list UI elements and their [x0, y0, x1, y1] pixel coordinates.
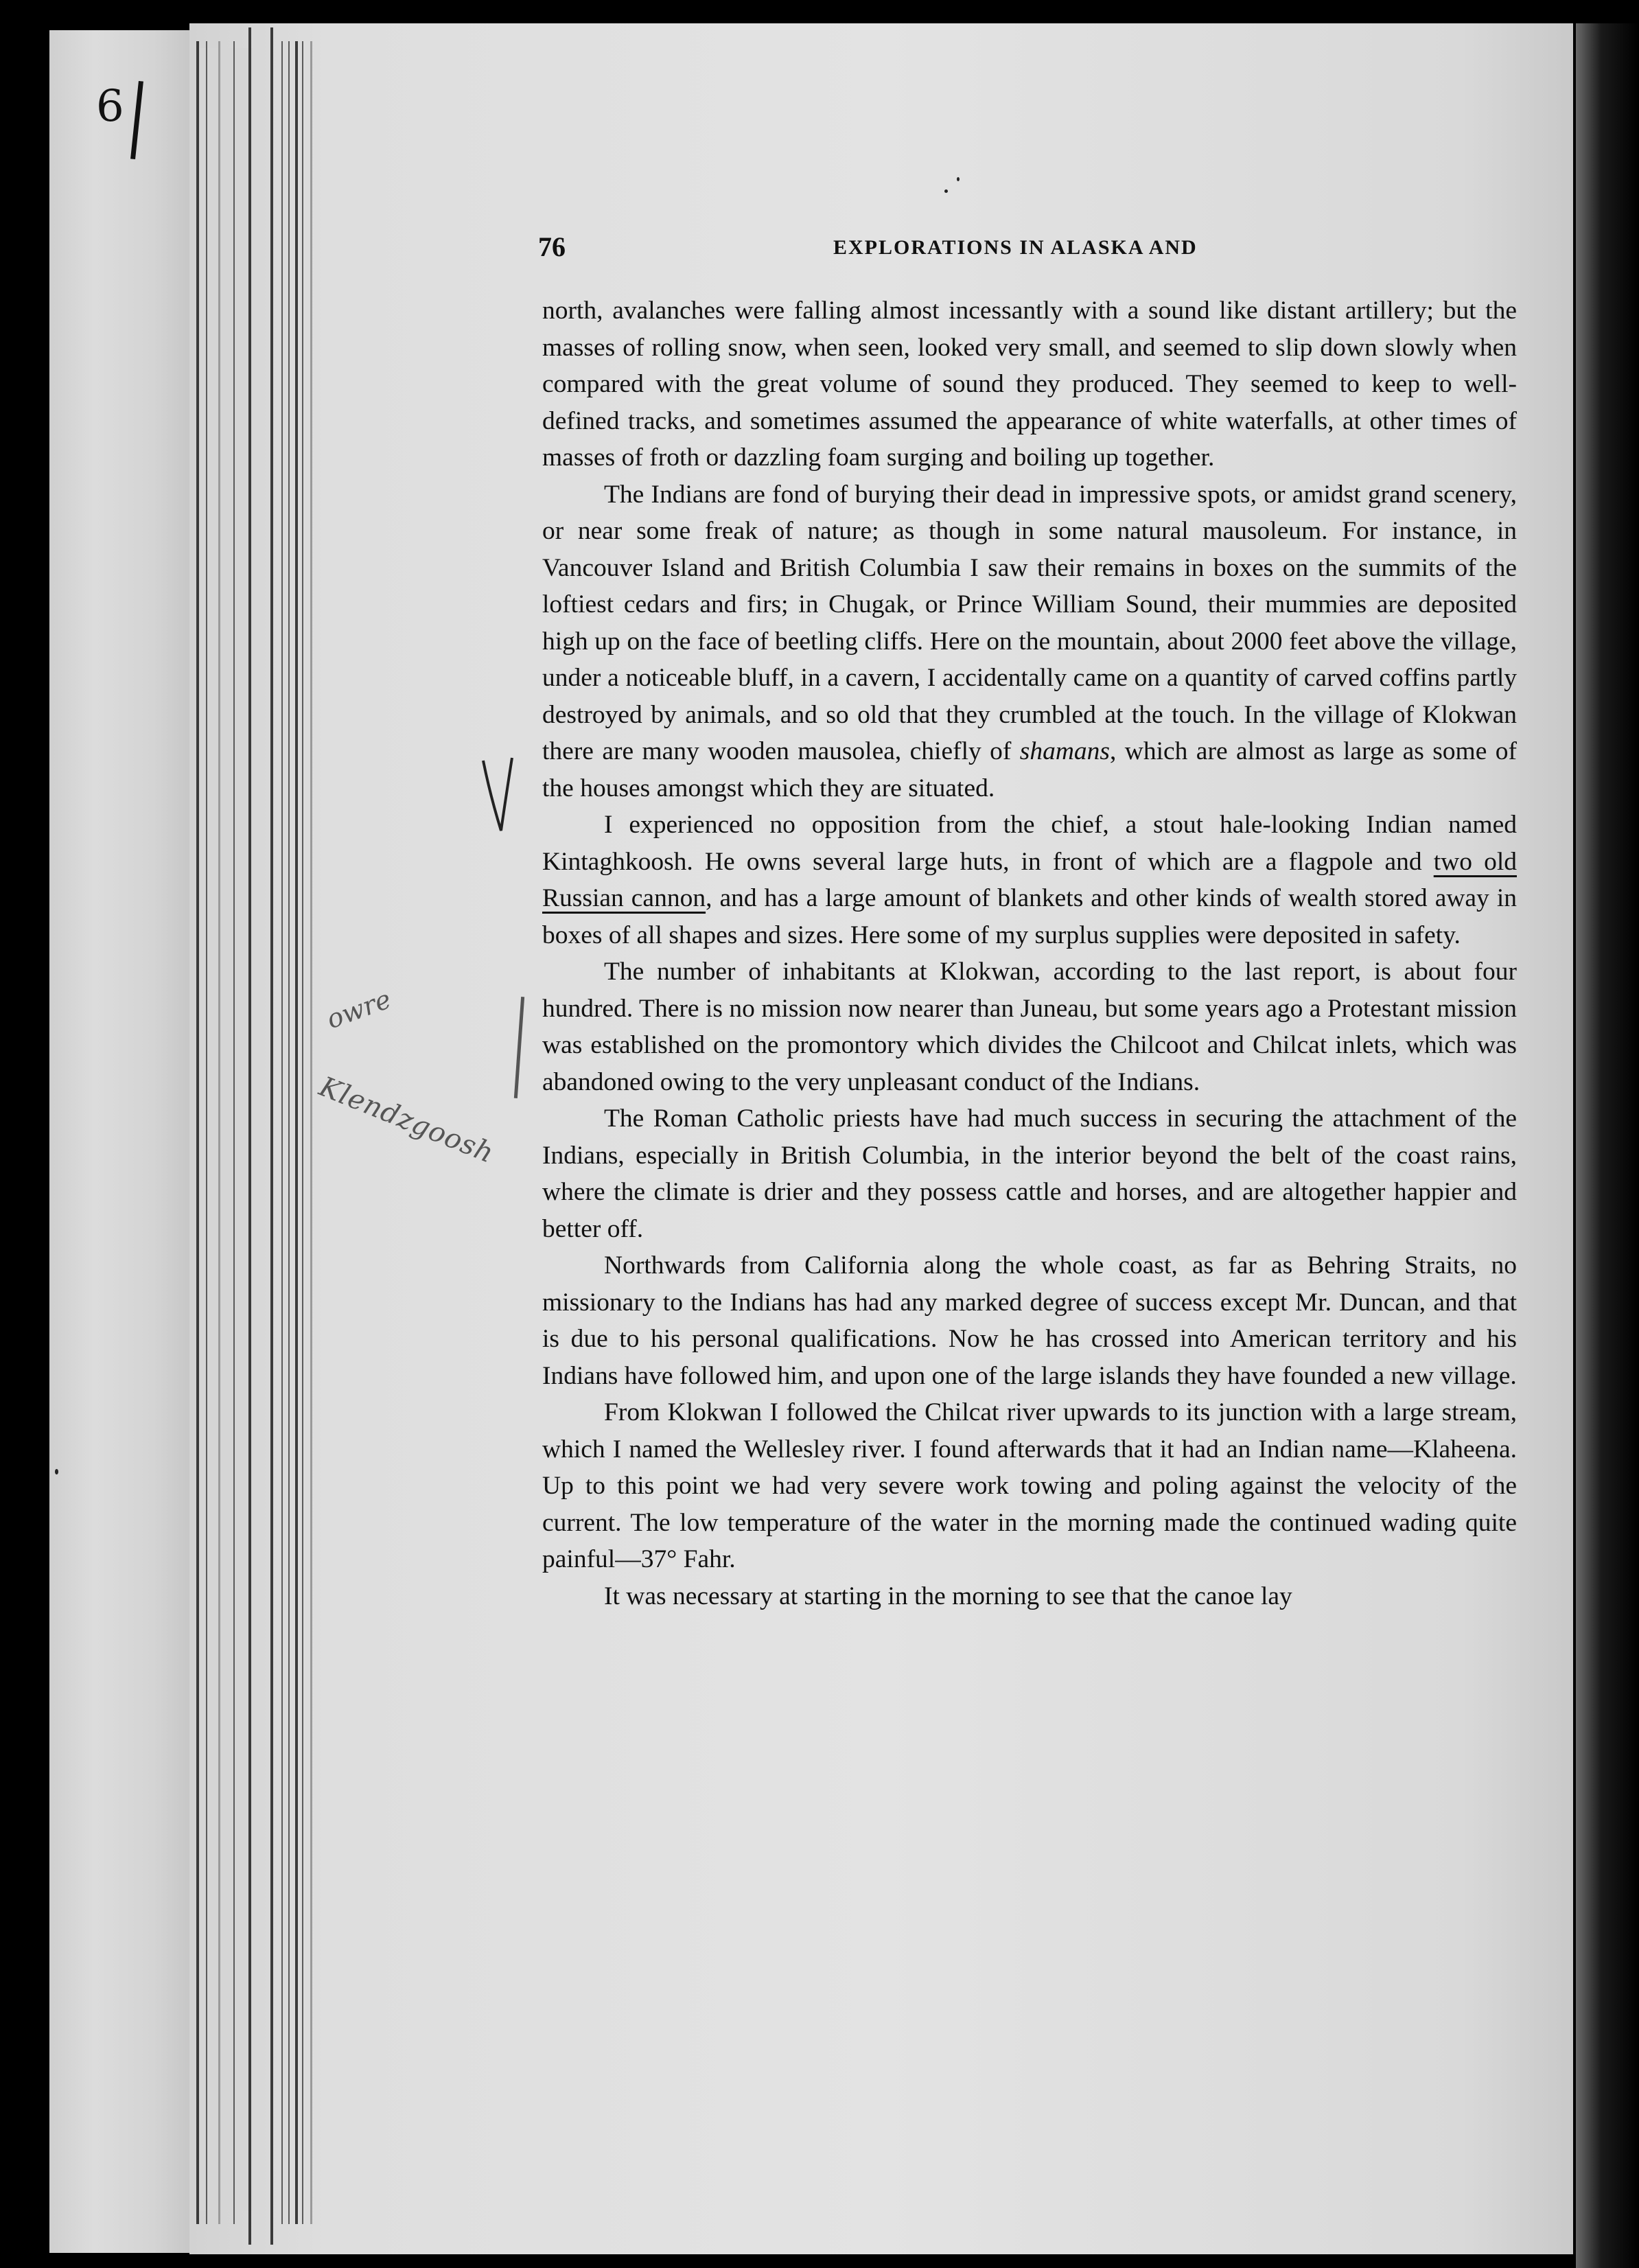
handwritten-margin-note: owre [323, 984, 395, 1035]
underlined-phrase: two old Russian cannon [542, 847, 1517, 912]
page-number: 76 [538, 231, 566, 262]
scan-speck [55, 1469, 58, 1474]
paragraph: north, avalanches were falling almost incessantly with a sound like distant artillery; but the masses of rolling snow, when seen, looked very small, and seemed to slip down slowly when compared with the great volume of sound they produced. They seemed to keep to well-defined tracks, and sometimes assumed the appearance of white waterfalls, at other times of masses of froth or dazzling foam surging and boiling up together. [542, 297, 1517, 472]
page-edge-line [248, 27, 251, 2245]
right-shadow [1576, 23, 1639, 2268]
running-header [538, 231, 1520, 269]
paragraph: The number of inhabitants at Klokwan, according to the last report, is about four hundred. There is no mission now nearer than Juneau, but some years ago a Protestant mission was established on the promontory which divides the Chilcoot and Chilcat inlets, which was abandoned owing to the very unpleasant conduct of the Indians. [542, 958, 1517, 1096]
paragraph [542, 476, 1517, 807]
italic-term: shamans [1019, 737, 1111, 765]
scan-speck [957, 177, 960, 181]
book-cover-edge [49, 30, 198, 2253]
page-edge-line [218, 41, 220, 2224]
paragraph [542, 807, 1517, 953]
paragraph-text: I experienced no opposition from the chief, a stout hale-looking Indian named Kintaghkoosh. He owns several large huts, in front of which are a flagpole and [542, 811, 1517, 876]
paragraph-text: , and has a large amount of blankets and other kinds of wealth stored away in boxes of all shapes and sizes. Here some of my surplus supplies were deposited in safety. [542, 884, 1517, 949]
paragraph: Northwards from California along the whole coast, as far as Behring Straits, no missionary to the Indians has had any marked degree of success except Mr. Duncan, and that is due to his personal qualifications. Now he has crossed into American territory and his Indians have followed him, and upon one of the large islands they have founded a new village. [542, 1251, 1517, 1390]
page-edge-line [281, 41, 283, 2224]
page-edge-line [233, 41, 235, 2224]
page-edge-line [295, 41, 298, 2224]
handwritten-margin-note: Klendzgoosh [314, 1071, 499, 1170]
paragraph: From Klokwan I followed the Chilcat river upwards to its junction with a large stream, which I named the Wellesley river. I found afterwards that it had an Indian name—Klaheena. Up to this point we had very severe work towing and poling against the velocity of the current. The low temperature of the water in the morning made the continued wading quite painful—37° Fahr. [542, 1398, 1517, 1573]
running-title: EXPLORATIONS IN ALASKA AND [833, 236, 1198, 259]
handwritten-folio-number: 6 [96, 81, 124, 132]
paragraph-text: , which are almost as large as some of the houses amongst which they are situated. [542, 737, 1517, 802]
page-edge-line [196, 41, 199, 2224]
page-edge-line [270, 27, 273, 2245]
paragraph-text: The Indians are fond of burying their dead in impressive spots, or amidst grand scenery, or near some freak of nature; as though in some natural mausoleum. For instance, in Vancouver Island and British Columbia I saw their remains in boxes on the summits of the loftiest cedars and firs; in Chugak, or Prince William Sound, their mummies are deposited high up on the face of beetling cliffs. Here on the mountain, about 2000 feet above the village, under a noticeable bluff, in a cavern, I accidentally came on a quantity of carved coffins partly destroyed by animals, and so old that they crumbled at the touch. In the village of Klokwan there are many wooden mausolea, chiefly of [542, 480, 1517, 765]
page-edge-line [288, 41, 290, 2224]
page-edge-line [310, 41, 312, 2224]
scan-speck [944, 189, 948, 193]
paragraph: The Roman Catholic priests have had much success in securing the attachment of the Indians, especially in British Columbia, in the interior beyond the belt of the coast rains, where the climate is drier and they possess cattle and horses, and are altogether happier and better off. [542, 1104, 1517, 1243]
page-edge-line [302, 41, 303, 2224]
body-text [542, 292, 1517, 1615]
paragraph: It was necessary at starting in the morning to see that the canoe lay [604, 1582, 1292, 1610]
handwritten-check-mark [480, 754, 515, 836]
page-edge-line [206, 41, 207, 2224]
